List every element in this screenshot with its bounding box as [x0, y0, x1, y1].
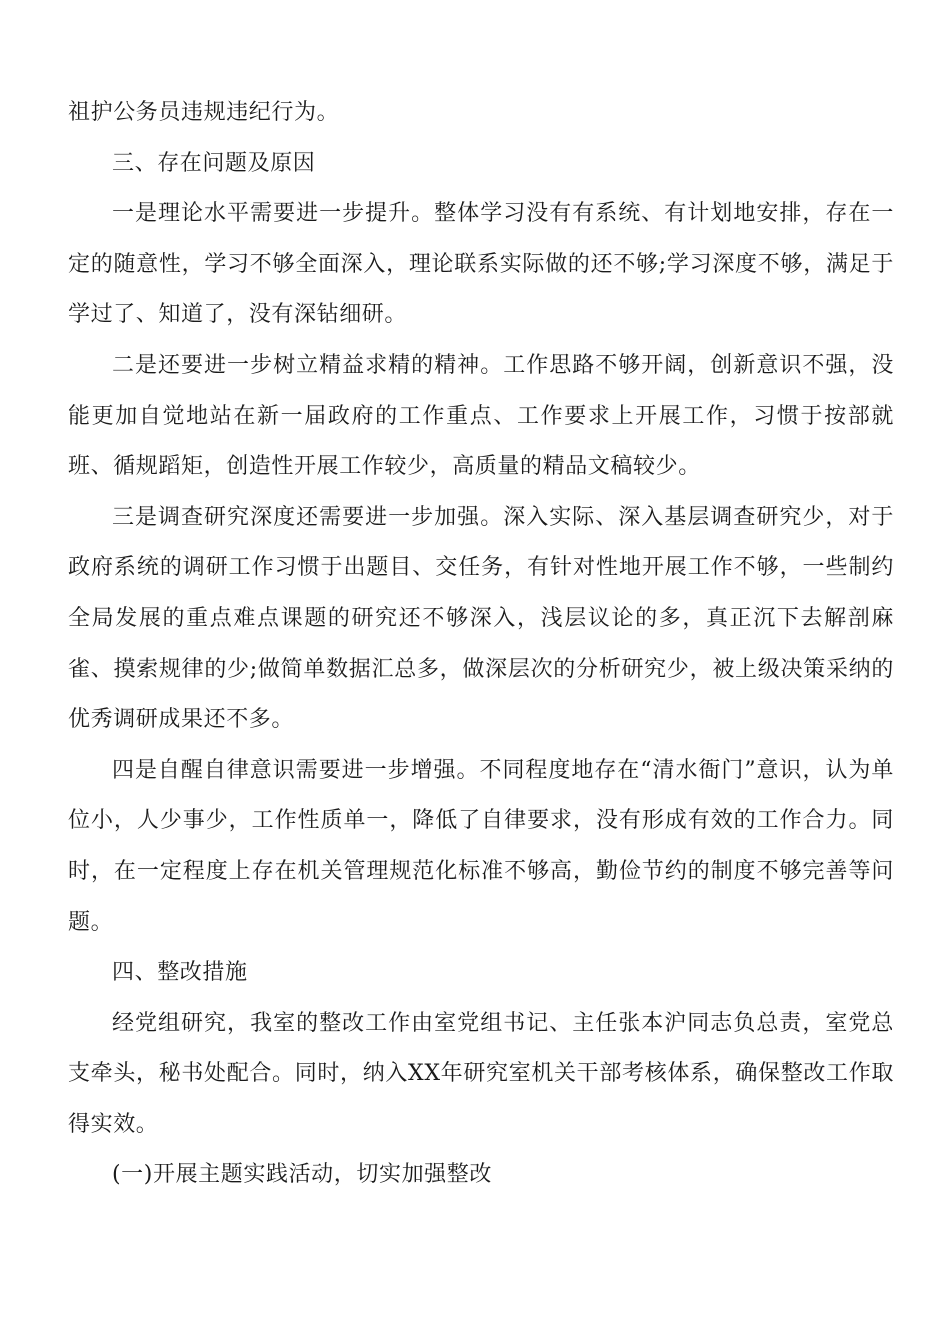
paragraph-research-depth: 三是调查研究深度还需要进一步加强。深入实际、深入基层调查研究少，对于政府系统的调研工作习惯于出题目、交任务，有针对性地开展工作不够，一些制约全局发展的重点难点课题的研究还不够深入，浅层议论的多，真正沉下去解剖麻雀、摸索规律的少;做简单数据汇总多，做深层次的分析研究少，被上级决策采纳的优秀调研成果还不多。 — [68, 504, 894, 733]
paragraph-excellence-spirit: 二是还要进一步树立精益求精的精神。工作思路不够开阔，创新意识不强，没能更加自觉地站在新一届政府的工作重点、工作要求上开展工作，习惯于按部就班、循规蹈矩，创造性开展工作较少，高质量的精品文稿较少。 — [68, 352, 894, 480]
paragraph-rectification-lead: 经党组研究，我室的整改工作由室党组书记、主任张本沪同志负总责，室党总支牵头，秘书处配合。同时，纳入XX年研究室机关干部考核体系，确保整改工作取得实效。 — [68, 1010, 894, 1137]
paragraph-theory-level: 一是理论水平需要进一步提升。整体学习没有有系统、有计划地安排，存在一定的随意性，学习不够全面深入，理论联系实际做的还不够;学习深度不够，满足于学过了、知道了，没有深钻细研。 — [68, 201, 894, 328]
section-heading-measures: 四、整改措施 — [112, 960, 248, 986]
document-page — [68, 88, 894, 1201]
section-heading-problems: 三、存在问题及原因 — [112, 150, 316, 176]
subsection-heading-practice: (一)开展主题实践活动，切实加强整改 — [112, 1162, 492, 1188]
paragraph-continuation: 祖护公务员违规违纪行为。 — [68, 100, 340, 125]
paragraph-self-discipline: 四是自醒自律意识需要进一步增强。不同程度地存在“清水衙门”意识，认为单位小，人少事少，工作性质单一，降低了自律要求，没有形成有效的工作合力。同时，在一定程度上存在机关管理规范化标准不够高，勤俭节约的制度不够完善等问题。 — [68, 757, 894, 935]
